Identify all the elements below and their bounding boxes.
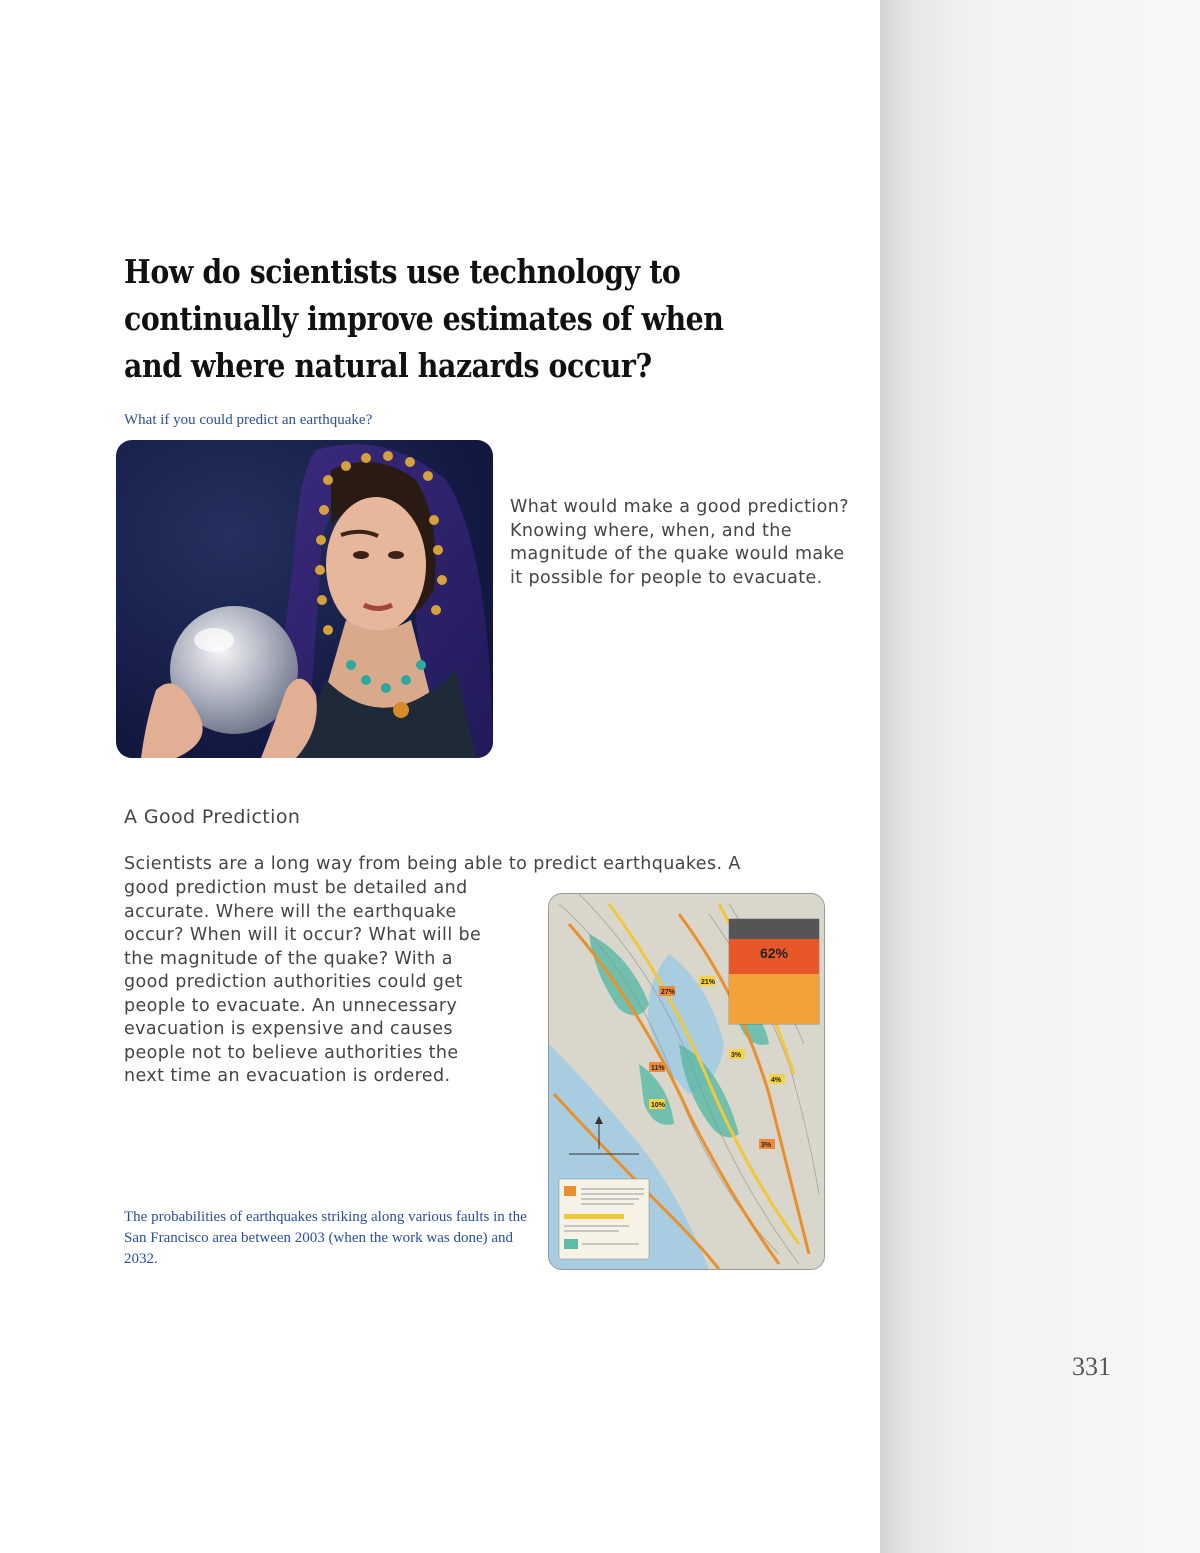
paragraph-line: evacuation is expensive and causes <box>124 1019 453 1039</box>
paragraph-first-line: Scientists are a long way from being able to predict earthquakes. A <box>124 854 741 874</box>
map-headline-percent: 62% <box>759 945 789 961</box>
paragraph-line: good prediction must be detailed and <box>124 878 468 898</box>
fault-percent-label: 10% <box>651 1102 666 1109</box>
earthquake-probability-map <box>548 893 825 1270</box>
paragraph-body <box>124 877 534 1089</box>
fault-percent-label: 3% <box>731 1052 742 1059</box>
page-edge-shadow <box>880 0 1200 1553</box>
fault-percent-label: 21% <box>701 979 716 986</box>
map-caption: The probabilities of earthquakes striking along various faults in the San Francisco area between 2003 (when the work was done) and 2032. <box>124 1209 527 1267</box>
paragraph-line: people to evacuate. An unnecessary <box>124 995 458 1016</box>
section-heading: A Good Prediction <box>124 806 301 828</box>
paragraph-line: people not to believe authorities the <box>124 1042 459 1063</box>
fault-percent-label: 3% <box>761 1142 772 1149</box>
page-title: How do scientists use technology to continually improve estimates of when and where natural hazards occur? <box>124 252 724 385</box>
fault-percent-label: 11% <box>651 1065 665 1072</box>
paragraph-line: accurate. Where will the earthquake <box>124 901 457 922</box>
intro-side-text: What would make a good prediction? Knowing where, when, and the magnitude of the quake would make it possible for people to evacuate. <box>510 497 849 588</box>
intro-caption: What if you could predict an earthquake? <box>124 412 373 428</box>
fault-percent-label: 4% <box>771 1077 782 1084</box>
paragraph-line: occur? When will it occur? What will be <box>124 925 482 945</box>
paragraph-line: next time an evacuation is ordered. <box>124 1066 451 1086</box>
fault-percent-label: 27% <box>661 989 676 996</box>
paragraph-line: the magnitude of the quake? With a <box>124 948 453 969</box>
page-number: 331 <box>1072 1352 1111 1381</box>
fortune-teller-photo <box>116 440 493 758</box>
paragraph-line: good prediction authorities could get <box>124 972 463 992</box>
